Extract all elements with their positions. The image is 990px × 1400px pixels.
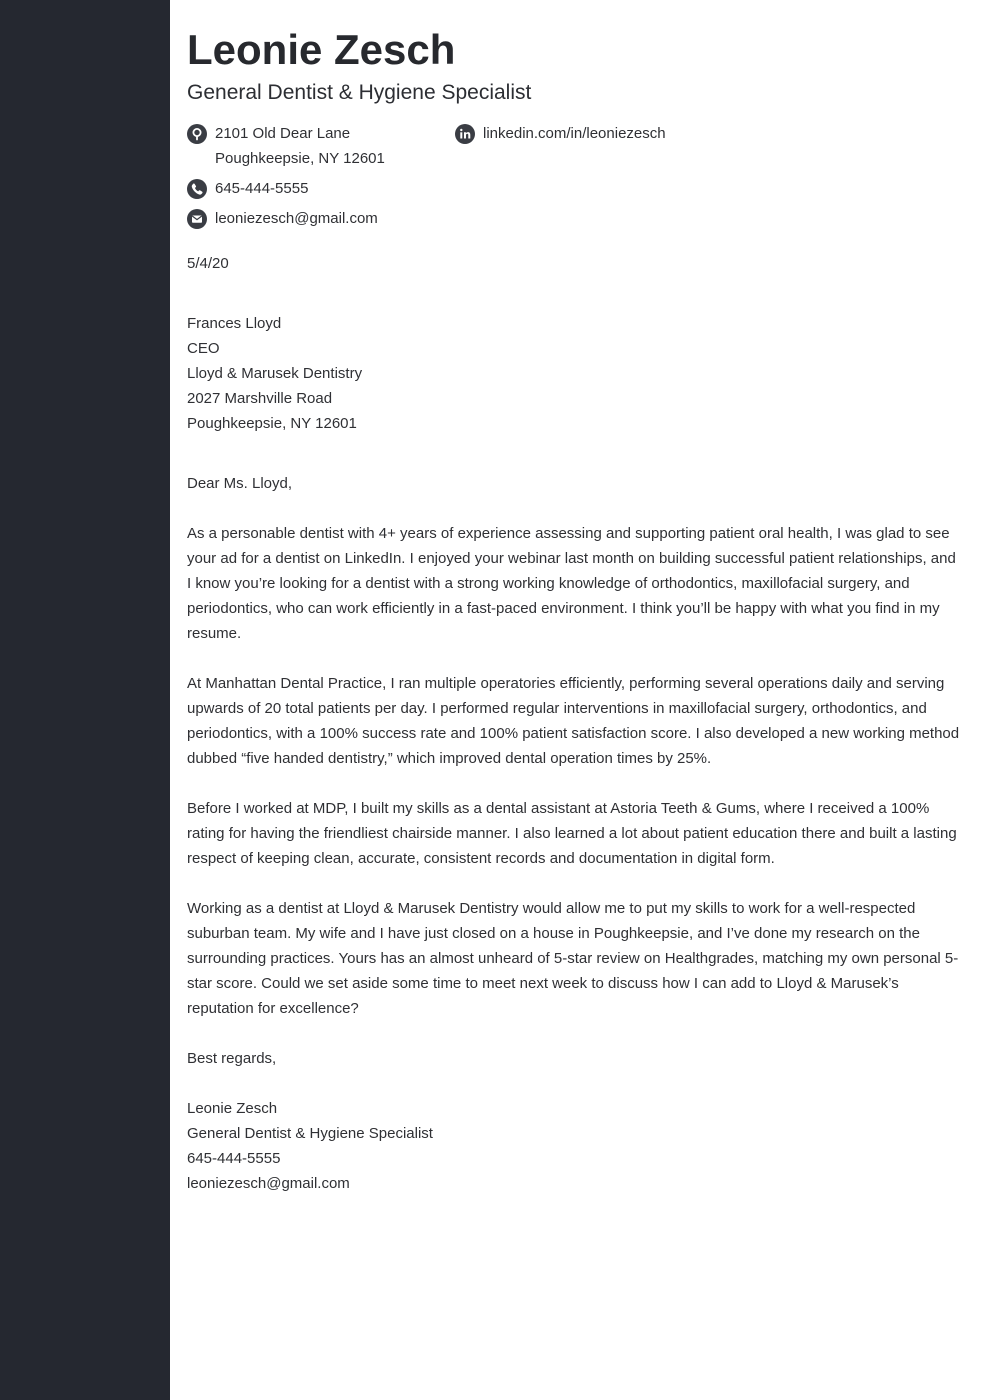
sidebar (0, 0, 170, 1400)
address-line-1: 2101 Old Dear Lane (215, 125, 351, 142)
contact-linkedin (455, 121, 666, 146)
phone-number: 645-444-5555 (215, 180, 309, 197)
signature-title: General Dentist & Hygiene Specialist (187, 1125, 433, 1142)
email-icon (187, 209, 207, 229)
linkedin-icon (455, 124, 475, 144)
letter-date: 5/4/20 (187, 255, 229, 272)
signature-name: Leonie Zesch (187, 1100, 278, 1117)
applicant-title: General Dentist & Hygiene Specialist (187, 81, 532, 104)
linkedin-url[interactable]: linkedin.com/in/leoniezesch (483, 125, 666, 142)
body-paragraph: Before I worked at MDP, I built my skills as a dental assistant at Astoria Teeth & Gums, where I received a 100% rating for having the friendliest chairside manner. I also learned a lot about patient education there and built a lasting respect of keeping clean, accurate, consistent records and documentation in digital form. (187, 800, 957, 867)
body-paragraph: As a personable dentist with 4+ years of experience assessing and supporting patient oral health, I was glad to see your ad for a dentist on LinkedIn. I enjoyed your webinar last month on building successful patient relationships, and I know you’re looking for a dentist with a strong working knowledge of orthodontics, maxillofacial surgery, and periodontics, who can work efficiently in a fast-paced environment. I think you’ll be happy with what you find in my resume. (187, 525, 956, 642)
recipient-block (187, 311, 962, 436)
body-paragraph: At Manhattan Dental Practice, I ran multiple operatories efficiently, performing several operations daily and serving upwards of 20 total patients per day. I performed regular interventions in maxillofacial surgery, orthodontics, and periodontics, with a 100% success rate and 100% patient satisfaction score. I also developed a new working method dubbed “five handed dentistry,” which improved dental operation times by 25%. (187, 675, 960, 767)
location-pin-icon (187, 124, 207, 144)
address-line-2: Poughkeepsie, NY 12601 (215, 150, 385, 167)
email-address[interactable]: leoniezesch@gmail.com (215, 210, 378, 227)
recipient-company: Lloyd & Marusek Dentistry (187, 365, 363, 382)
recipient-name: Frances Lloyd (187, 315, 282, 332)
signature-block (187, 1096, 962, 1196)
letter-body (187, 251, 962, 1196)
applicant-name: Leonie Zesch (187, 26, 456, 73)
recipient-street: 2027 Marshville Road (187, 390, 333, 407)
closing: Best regards, (187, 1050, 277, 1067)
contact-address (187, 121, 385, 171)
greeting: Dear Ms. Lloyd, (187, 475, 293, 492)
signature-email: leoniezesch@gmail.com (187, 1175, 350, 1192)
phone-icon (187, 179, 207, 199)
recipient-city: Poughkeepsie, NY 12601 (187, 415, 357, 432)
recipient-position: CEO (187, 340, 220, 357)
body-paragraph: Working as a dentist at Lloyd & Marusek Dentistry would allow me to put my skills to work for a well-respected suburban team. My wife and I have just closed on a house in Poughkeepsie, and I’ve done my research on the surrounding practices. Yours has an almost unheard of 5-star review on Healthgrades, matching my own personal 5-star score. Could we set aside some time to meet next week to discuss how I can add to Lloyd & Marusek’s reputation for excellence? (187, 900, 959, 1017)
signature-phone: 645-444-5555 (187, 1150, 281, 1167)
contact-phone (187, 176, 308, 201)
contact-email (187, 206, 378, 231)
